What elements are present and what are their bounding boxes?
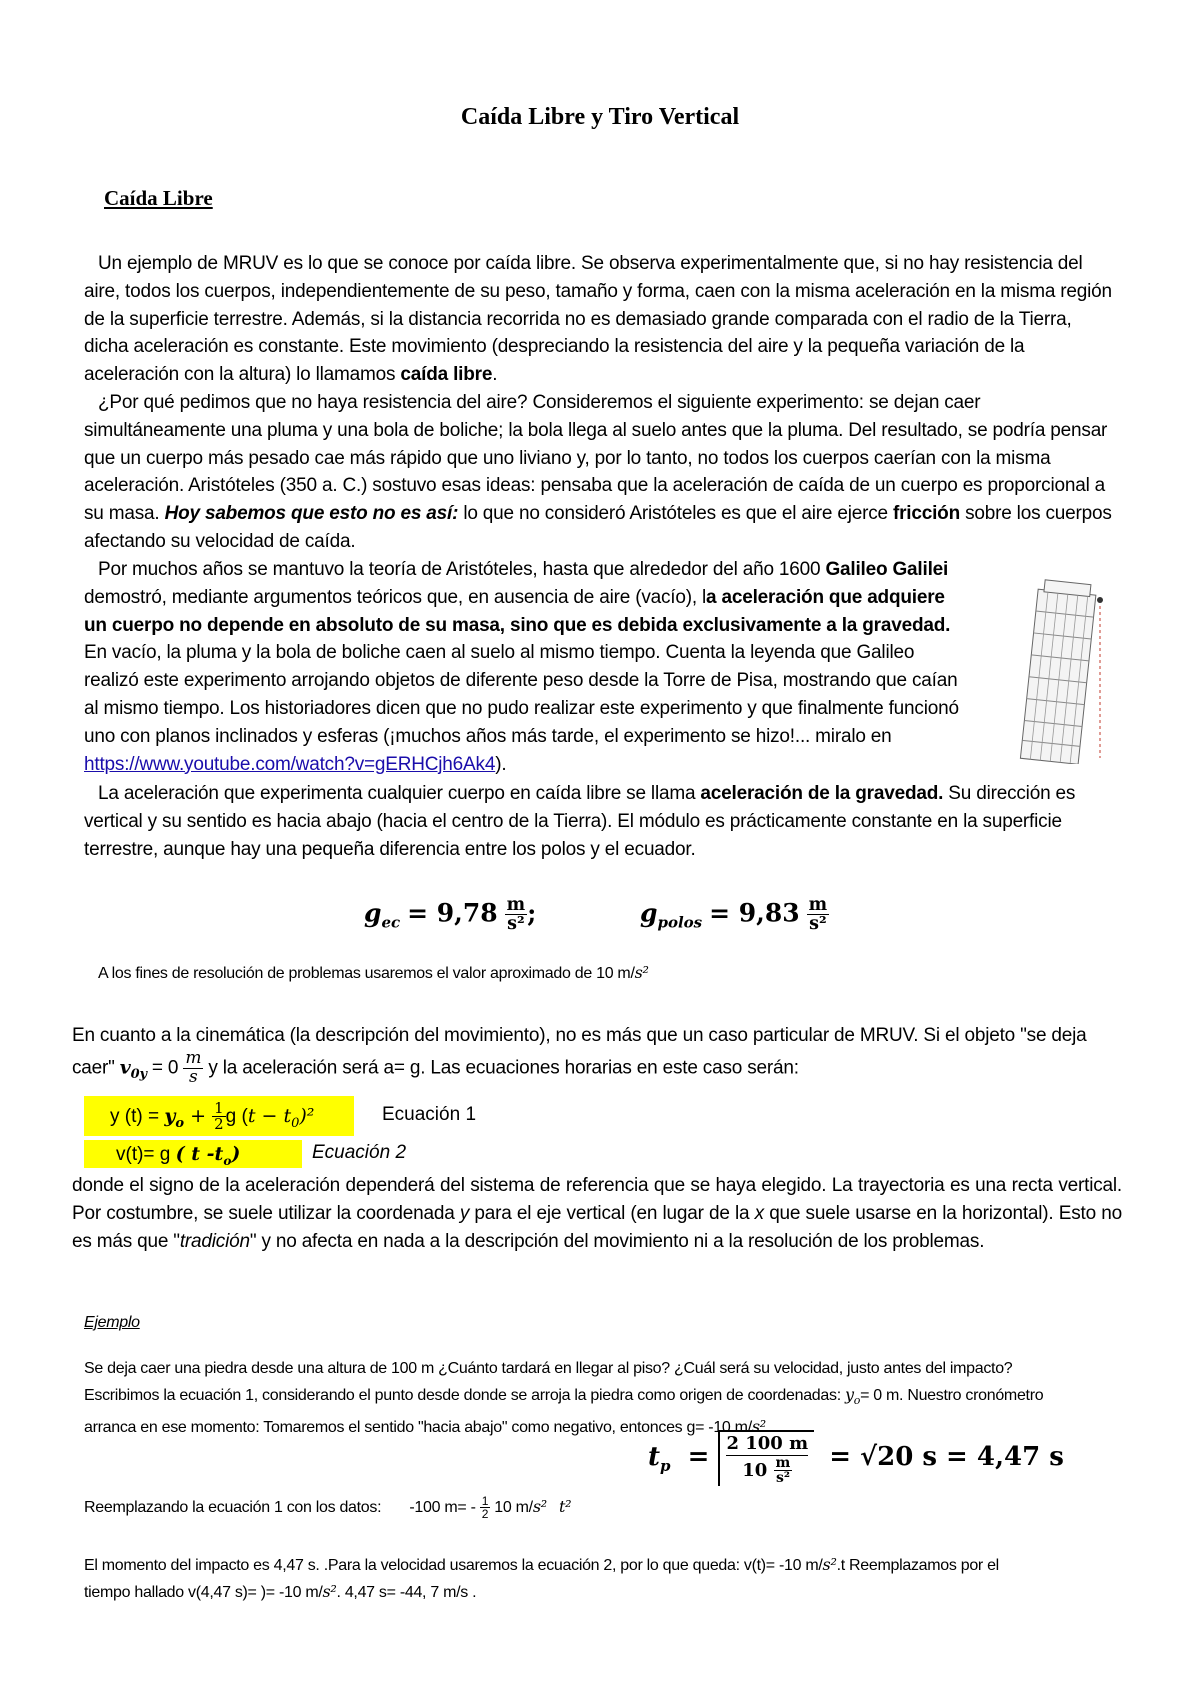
example-line-1: Se deja caer una piedra desde una altura de 100 m ¿Cuánto tardará en llegar al piso? ¿Cuál será su velocidad, justo antes del impacto?	[84, 1360, 1013, 1377]
reference-paragraph	[72, 1172, 1122, 1255]
paragraph-6: donde el signo de la aceleración dependerá del sistema de referencia que se haya elegido. La trayectoria es una recta vertical. Por costumbre, se suele utilizar la coordenada y para el eje vertical (en lugar de la x que suele usarse en la horizontal). Esto no es más que "tradición" y no afecta en nada a la descripción del movimiento ni a la resolución de los problemas.	[72, 1175, 1122, 1252]
example-heading: Ejemplo	[84, 1314, 140, 1331]
tp-sqrt: 2 100 m 10 $\frac{m}{\text{s²}}$	[718, 1430, 814, 1486]
page-title: Caída Libre y Tiro Vertical	[460, 104, 740, 130]
intro-paragraphs	[84, 250, 1114, 556]
galileo-paragraph	[84, 556, 964, 778]
paragraph-5: En cuanto a la cinemática (la descripción del movimiento), no es más que un caso particular de MRUV. Si el objeto "se deja caer" $v_{0y} = 0$ $\frac{m}{s}$ y la aceleración será a= g. Las ecuaciones horarias en este caso serán:	[72, 1025, 1087, 1087]
leaning-tower-of-pisa-icon	[1000, 578, 1112, 764]
equation-1-label: Ecuación 1	[382, 1104, 477, 1125]
equation-2: v(t)= g ( t $-t_o$)	[116, 1143, 241, 1168]
g-poles-formula: $g_{polos} = 9,83$ $\frac{m}{\text{s²}}$	[640, 895, 828, 935]
kinematics-paragraph	[72, 1022, 1122, 1089]
paragraph-4: La aceleración que experimenta cualquier cuerpo en caída libre se llama aceleración de la gravedad. Su dirección es vertical y su sentido es hacia abajo (hacia el centro de la Tierra). El módulo es prácticamente constante en la superficie terrestre, aunque hay una pequeña diferencia entre los polos y el ecuador.	[84, 783, 1076, 860]
tp-formula: $t_p$ = 2 100 m 10 $\frac{m}{\text{s²}}$ = √20 s = 4,47 s	[648, 1430, 1064, 1494]
example-line-3: arranca en ese momento: Tomaremos el sentido "hacia abajo" como negativo, entonces g= -10 m/s²	[84, 1417, 766, 1437]
example-statement	[84, 1356, 1144, 1441]
impact-line-2: tiempo hallado v(4,47 s)= )= -10 m/s². 4,47 s= -44, 7 m/s .	[84, 1582, 477, 1601]
gravity-paragraph	[84, 780, 1114, 863]
section-heading: Caída Libre	[104, 186, 213, 210]
example-line-2: Escribimos la ecuación 1, considerando el punto desde donde se arroja la piedra como origen de coordenadas: $y_o= 0$ m. Nuestro cronómetro	[84, 1385, 1044, 1408]
equation-2-label: Ecuación 2	[312, 1142, 407, 1163]
equation-1: y $(t) = y_o$ + $\frac{1}{2}$ g $(t - t_0)^2$	[110, 1098, 315, 1134]
youtube-link[interactable]: https://www.youtube.com/watch?v=gERHCjh6Ak4	[84, 753, 496, 775]
g-equator-formula: $g_{ec} = 9,78$ $\frac{m}{\text{s²}}$ ;	[364, 895, 537, 935]
approx-g-note: A los fines de resolución de problemas usaremos el valor aproximado de 10 m/s²	[98, 963, 649, 982]
paragraph-1: Un ejemplo de MRUV es lo que se conoce por caída libre. Se observa experimentalmente que, si no hay resistencia del aire, todos los cuerpos, independientemente de su peso, tamaño y forma, caen con la misma aceleración en la misma región de la superficie terrestre. Además, si la distancia recorrida no es demasiado grande comparada con el radio de la Tierra, dicha aceleración es constante. Este movimiento (despreciando la resistencia del aire y la pequeña variación de la aceleración con la altura) lo llamamos caída libre.	[84, 253, 1112, 386]
impact-paragraph	[84, 1552, 1144, 1606]
impact-line-1: El momento del impacto es 4,47 s. .Para la velocidad usaremos la ecuación 2, por lo que queda: v(t)= -10 m/s².t Reemplazamos por el	[84, 1555, 999, 1574]
replace-line: Reemplazando la ecuación 1 con los datos: -100 m= - $\frac{1}{2}$ 10 m/s² t²	[84, 1493, 572, 1522]
paragraph-2: ¿Por qué pedimos que no haya resistencia del aire? Consideremos el siguiente experimento: se dejan caer simultáneamente una pluma y una bola de boliche; la bola llega al suelo antes que la pluma. Del resultado, se podría pensar que un cuerpo más pesado cae más rápido que uno liviano y, por lo tanto, no todos los cuerpos caerían con la misma aceleración. Aristóteles (350 a. C.) sostuvo esas ideas: pensaba que la aceleración de caída de un cuerpo es proporcional a su masa. Hoy sabemos que esto no es así: lo que no consideró Aristóteles es que el aire ejerce fricción sobre los cuerpos afectando su velocidad de caída.	[84, 391, 1112, 552]
paragraph-3: Por muchos años se mantuvo la teoría de Aristóteles, hasta que alrededor del año 1600 Galileo Galilei demostró, mediante argumentos teóricos que, en ausencia de aire (vacío), la aceleración que adquiere un cuerpo no depende en absoluto de su masa, sino que es debida exclusivamente a la gravedad. En vacío, la pluma y la bola de boliche caen al suelo al mismo tiempo. Cuenta la leyenda que Galileo realizó este experimento arrojando objetos de diferente peso desde la Torre de Pisa, mostrando que caían al mismo tiempo. Los historiadores dicen que no pudo realizar este experimento y que finalmente funcionó uno con planos inclinados y esferas (¡muchos años más tarde, el experimento se hizo!... miralo en https://www.youtube.com/watch?v=gERHCjh6Ak4).	[84, 559, 959, 775]
